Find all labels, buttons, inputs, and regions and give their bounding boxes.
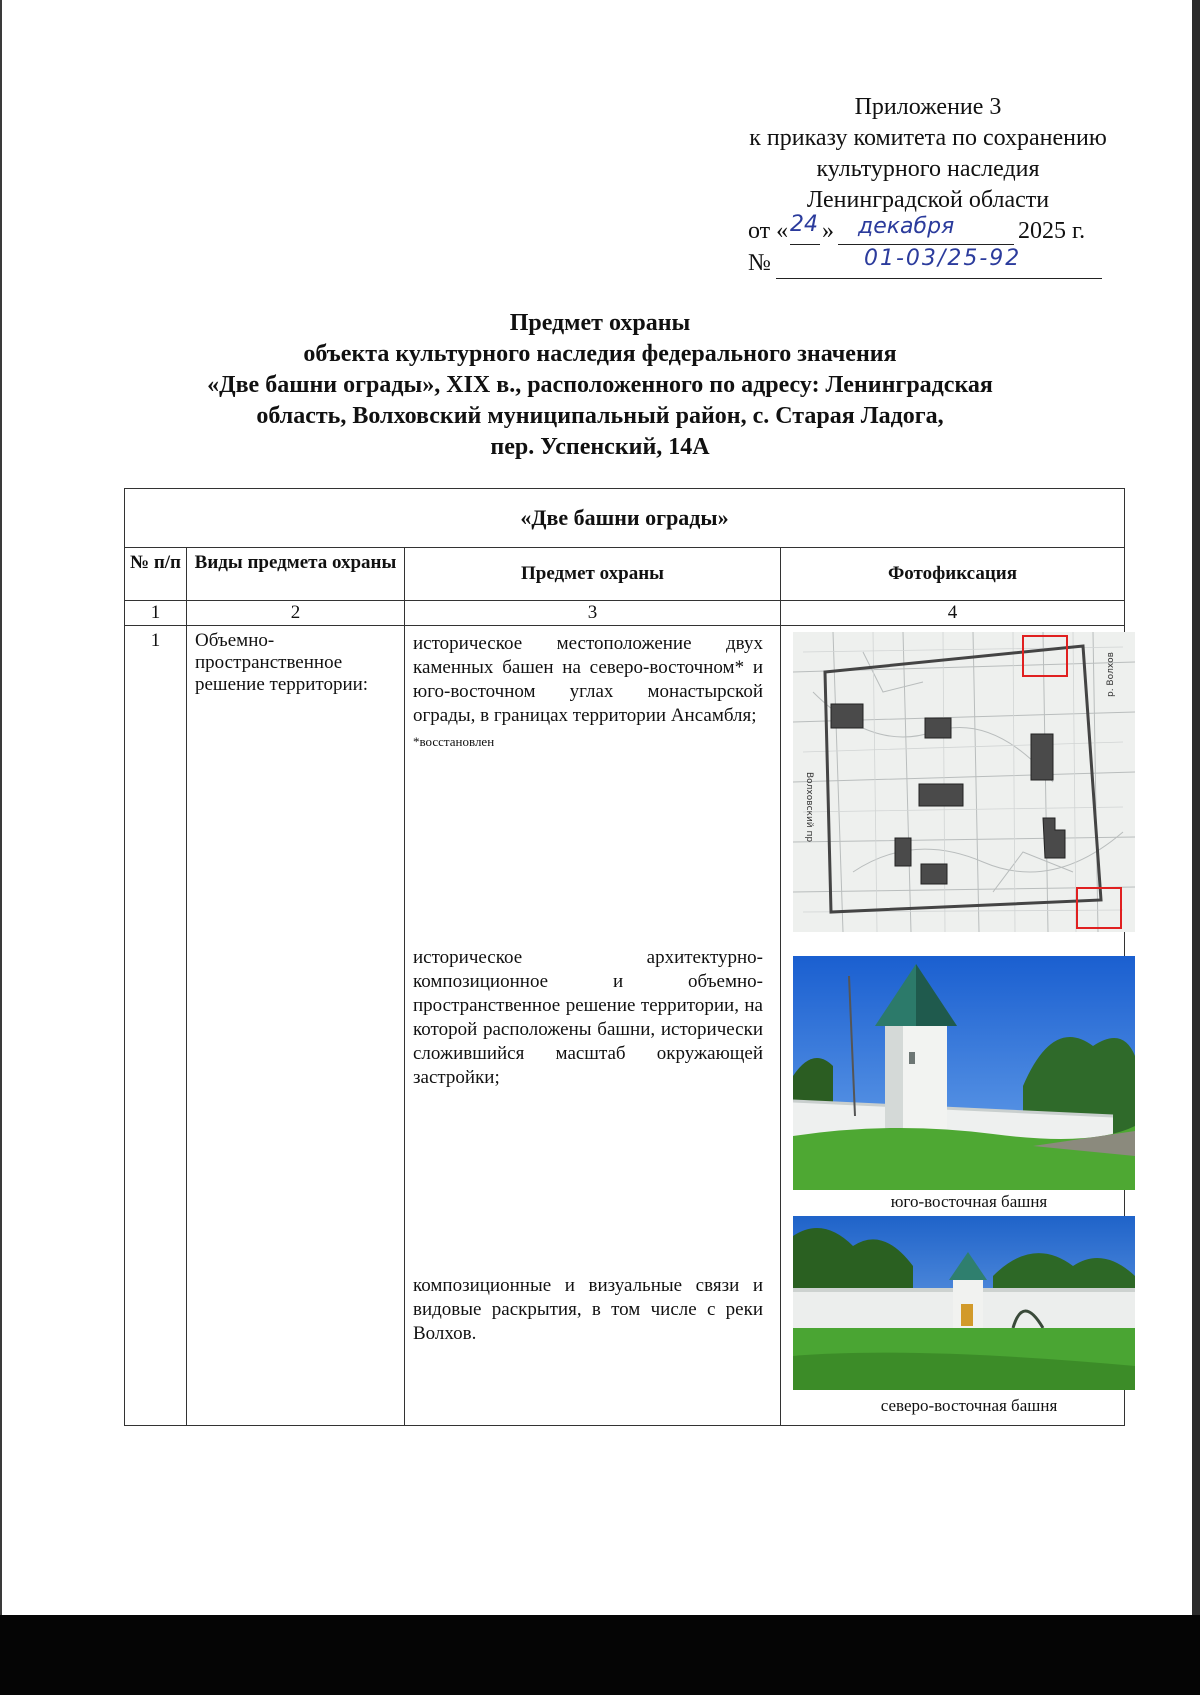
date-close-quote: »: [822, 218, 834, 244]
scan-bottom-bar: [0, 1615, 1200, 1695]
column-number: 2: [187, 601, 405, 626]
date-day-underline: [790, 244, 820, 245]
subject-item-text: историческое местоположение двух каменных башен на северо-восточном* и юго-восточном углах монастырской ограды, в границах территории Ансамбля;: [413, 633, 763, 726]
column-number: 1: [125, 601, 187, 626]
row-subject-cell: [405, 626, 781, 1426]
date-day-handwritten: 24: [790, 212, 818, 237]
title-line: пер. Успенский, 14А: [490, 434, 710, 460]
title-line: объекта культурного наследия федерального значения: [303, 341, 897, 367]
date-year: 2025 г.: [1018, 218, 1086, 244]
header-kind: Виды предмета охраны: [187, 548, 405, 601]
column-number: 3: [405, 601, 781, 626]
row-kind: Объемно-пространственное решение территории:: [187, 626, 405, 1426]
title-line: область, Волховский муниципальный район, с. Старая Ладога,: [256, 403, 944, 429]
date-month-underline: [838, 244, 1014, 245]
document-title: [130, 308, 1070, 463]
appendix-block: [688, 92, 1168, 216]
appendix-line: культурного наследия: [816, 156, 1040, 182]
column-number: 4: [781, 601, 1125, 626]
title-line: «Две башни ограды», XIX в., расположенного по адресу: Ленинградская: [207, 372, 993, 398]
scan-edge-left: [0, 0, 2, 1695]
number-prefix: №: [748, 250, 771, 276]
map-river-label: р. Волхов: [1106, 652, 1116, 698]
date-prefix: от «: [748, 218, 789, 244]
protection-table: [124, 488, 1125, 1426]
row-number: 1: [125, 626, 187, 1426]
subject-item: историческое архитектурно-композиционное и объемно-пространственное решение территории, на которой расположены башни, исторически сложившийся масштаб окружающей застройки;: [413, 947, 763, 1088]
appendix-line: к приказу комитета по сохранению: [749, 125, 1107, 151]
row-photo-cell: [781, 626, 1125, 1426]
header-number: № п/п: [125, 548, 187, 601]
photo-caption: юго-восточная башня: [890, 1192, 1048, 1211]
site-plan-map: [793, 632, 1135, 932]
subject-item: композиционные и визуальные связи и видовые раскрытия, в том числе с реки Волхов.: [413, 1275, 763, 1344]
subject-item: [413, 632, 763, 754]
photo-caption: северо-восточная башня: [880, 1396, 1058, 1415]
table-caption: «Две башни ограды»: [125, 489, 1125, 548]
scan-edge-right: [1192, 0, 1200, 1620]
southeast-tower-photo: [793, 956, 1135, 1190]
footnote: *восстановлен: [413, 734, 495, 749]
appendix-line: Приложение 3: [854, 94, 1002, 120]
map-street-label: Волховский пр: [804, 772, 814, 843]
header-photo: Фотофиксация: [781, 548, 1125, 601]
date-month-handwritten: декабря: [858, 214, 955, 239]
title-line: Предмет охраны: [509, 310, 691, 336]
header-subject: Предмет охраны: [405, 548, 781, 601]
number-underline: [776, 278, 1102, 279]
number-handwritten: 01-03/25-92: [864, 246, 1022, 271]
northeast-tower-photo: [793, 1216, 1135, 1390]
appendix-line: Ленинградской области: [806, 187, 1050, 213]
